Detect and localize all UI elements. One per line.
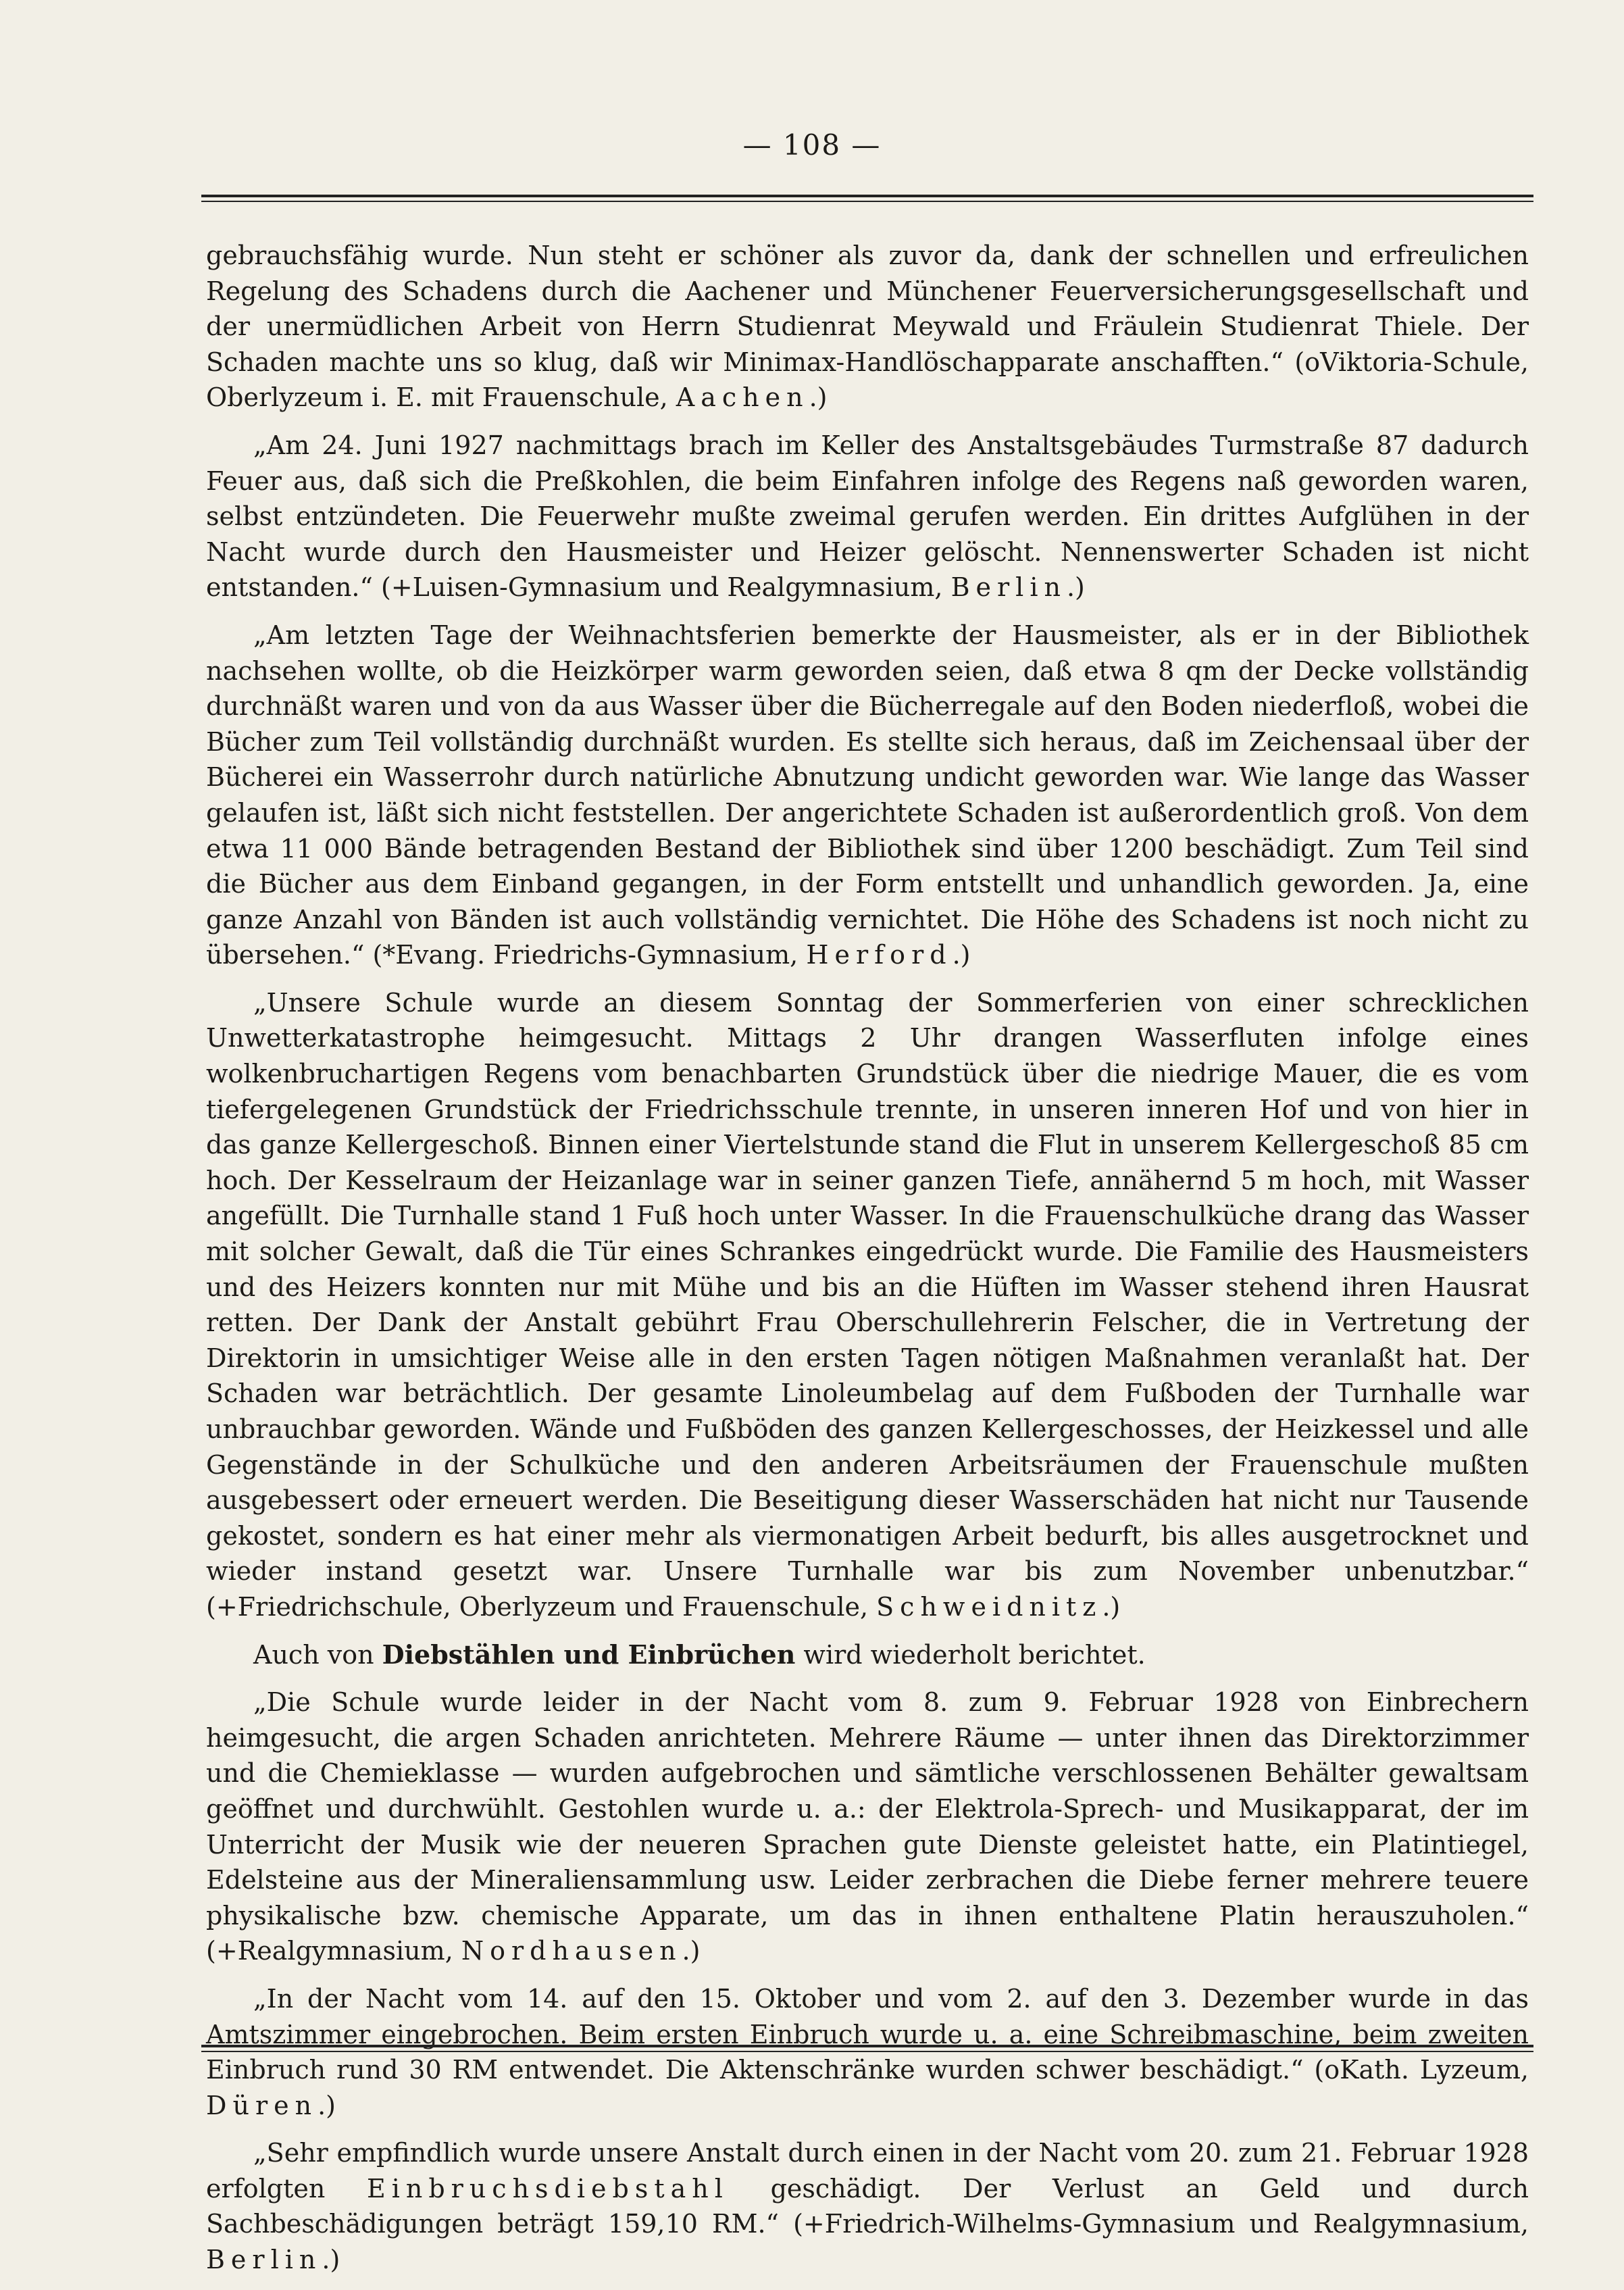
closing-paren: .) <box>809 382 828 413</box>
paragraph <box>206 428 1529 605</box>
place-name: Nordhausen <box>461 1936 682 1966</box>
closing-paren: .) <box>1066 572 1085 603</box>
place-name: Düren <box>206 2090 318 2120</box>
paragraph <box>206 618 1529 973</box>
page-number: — 108 — <box>742 128 882 161</box>
closing-paren: .) <box>682 1936 701 1966</box>
place-name: Herford <box>806 940 953 970</box>
place-name: Schweidnitz <box>876 1591 1102 1622</box>
paragraph-text: „Am 24. Juni 1927 nachmittags brach im Keller des Anstaltsgebäudes Turmstraße 87 dadurch Feuer aus, daß sich die Preßkohlen, die beim Einfahren infolge des Regens naß geworden waren, selbst entzündeten. Die Feuerwehr mußte zweimal gerufen werden. Ein drittes Aufglühen in der Nacht wurde durch den Hausmeister und Heizer gelöscht. Nennenswerter Schaden ist nicht entstanden.“ (+Luisen-Gymnasium und Realgymnasium, <box>206 430 1529 603</box>
paragraph <box>206 1981 1529 2123</box>
closing-paren: .) <box>1102 1591 1121 1622</box>
place-name: Berlin <box>206 2245 322 2275</box>
bottom-rule <box>201 2045 1533 2052</box>
paragraph <box>206 985 1529 1625</box>
paragraph <box>206 238 1529 416</box>
closing-paren: .) <box>952 940 971 970</box>
intro-text: wird wiederholt berichtet. <box>795 1639 1146 1670</box>
closing-paren: .) <box>322 2245 340 2275</box>
place-name: Berlin <box>950 572 1067 603</box>
paragraph-text: „Unsere Schule wurde an diesem Sonntag der Sommerferien von einer schrecklichen Unwetterkatastrophe heimgesucht. Mittags 2 Uhr drangen Wasserfluten infolge eines wolkenbruchartigen Regens vom benachbarten Grundstück über die niedrige Mauer, die es vom tiefergelegenen Grundstück der Friedrichsschule trennte, in unseren inneren Hof und von hier in das ganze Kellergeschoß. Binnen einer Viertelstunde stand die Flut in unserem Kellergeschoß 85 cm hoch. Der Kesselraum der Heizanlage war in seiner ganzen Tiefe, annähernd 5 m hoch, mit Wasser angefüllt. Die Turnhalle stand 1 Fuß hoch unter Wasser. In die Frauenschulküche drang das Wasser mit solcher Gewalt, daß die Tür eines Schrankes eingedrückt wurde. Die Familie des Hausmeisters und des Heizers konnten nur mit Mühe und bis an die Hüften im Wasser stehend ihren Hausrat retten. Der Dank der Anstalt gebührt Frau Oberschullehrerin Felscher, die in Vertretung der Direktorin in umsichtiger Weise alle in den ersten Tagen nötigen Maßnahmen veranlaßt hat. Der Schaden war beträchtlich. Der gesamte Linoleumbelag auf dem Fußboden der Turnhalle war unbrauchbar geworden. Wände und Fußböden des ganzen Kellergeschosses, der Heizkessel und alle Gegenstände in der Schulküche und den anderen Arbeitsräumen der Frauenschule mußten ausgebessert oder erneuert werden. Die Beseitigung dieser Wasserschäden hat nicht nur Tausende gekostet, sondern es hat einer mehr als viermonatigen Arbeit bedurft, bis alles ausgetrocknet und wieder instand gesetzt war. Unsere Turnhalle war bis zum November unbenutzbar.“ (+Friedrichschule, Oberlyzeum und Frauenschule, <box>206 987 1529 1622</box>
paragraph-text: „Sehr empfindlich wurde unsere Anstalt durch einen in der Nacht vom 20. zum 21. Februar 1928 erfolgten <box>206 2138 1529 2204</box>
section-intro <box>206 1637 1529 1673</box>
paragraph-text: gebrauchsfähig wurde. Nun steht er schöner als zuvor da, dank der schnellen und erfreulichen Regelung des Schadens durch die Aachener und Münchener Feuerversicherungsgesellschaft und der unermüdlichen Arbeit von Herrn Studienrat Meywald und Fräulein Studienrat Thiele. Der Schaden machte uns so klug, daß wir Minimax-Handlöschapparate anschafften.“ (oViktoria-Schule, Oberlyzeum i. E. mit Frauenschule, <box>206 241 1529 413</box>
paragraph <box>206 2135 1529 2277</box>
closing-paren: .) <box>318 2090 336 2120</box>
page-body <box>206 238 1529 2290</box>
place-name: Aachen <box>676 382 809 413</box>
emphasized-term: Einbruchsdiebstahl <box>366 2173 729 2204</box>
paragraph-text: „Die Schule wurde leider in der Nacht vom 8. zum 9. Februar 1928 von Einbrechern heimgesucht, die argen Schaden anrichteten. Mehrere Räume — unter ihnen das Direktorzimmer und die Chemieklasse — wurden aufgebrochen und sämtliche verschlossenen Behälter gewaltsam geöffnet und durchwühlt. Gestohlen wurde u. a.: der Elektrola-Sprech- und Musikapparat, der im Unterricht der Musik wie der neueren Sprachen gute Dienste geleistet hatte, ein Platintiegel, Edelsteine aus der Mineraliensammlung usw. Leider zerbrachen die Diebe ferner mehrere teuere physikalische bzw. chemische Apparate, um das in ihnen enthaltene Platin herauszuholen.“ (+Realgymnasium, <box>206 1687 1529 1966</box>
intro-text: Auch von <box>253 1639 382 1670</box>
top-rule <box>201 195 1533 202</box>
intro-emphasis: Diebstählen und Einbrüchen <box>382 1639 796 1670</box>
paragraph-text: geschädigt. Der Verlust an Geld und durch Sachbeschädigungen beträgt 159,10 RM.“ (+Friedrich-Wilhelms-Gymnasium und Realgymnasium, <box>206 2173 1529 2239</box>
paragraph <box>206 1685 1529 1969</box>
paragraph-text: „In der Nacht vom 14. auf den 15. Oktober und vom 2. auf den 3. Dezember wurde in das Amtszimmer eingebrochen. Beim ersten Einbruch wurde u. a. eine Schreibmaschine, beim zweiten Einbruch rund 30 RM entwendet. Die Aktenschränke wurden schwer beschädigt.“ (oKath. Lyzeum, <box>206 1983 1529 2085</box>
paragraph-text: „Am letzten Tage der Weihnachtsferien bemerkte der Hausmeister, als er in der Bibliothek nachsehen wollte, ob die Heizkörper warm geworden seien, daß etwa 8 qm der Decke vollständig durchnäßt waren und von da aus Wasser über die Bücherregale auf den Boden niederfloß, wobei die Bücher zum Teil vollständig durchnäßt wurden. Es stellte sich heraus, daß im Zeichensaal über der Bücherei ein Wasserrohr durch natürliche Abnutzung undicht geworden war. Wie lange das Wasser gelaufen ist, läßt sich nicht feststellen. Der angerichtete Schaden ist außerordentlich groß. Von dem etwa 11 000 Bände betragenden Bestand der Bibliothek sind über 1200 beschädigt. Zum Teil sind die Bücher aus dem Einband gegangen, in der Form entstellt und unhandlich geworden. Ja, eine ganze Anzahl von Bänden ist auch vollständig vernichtet. Die Höhe des Schadens ist noch nicht zu übersehen.“ (*Evang. Friedrichs-Gymnasium, <box>206 620 1529 970</box>
